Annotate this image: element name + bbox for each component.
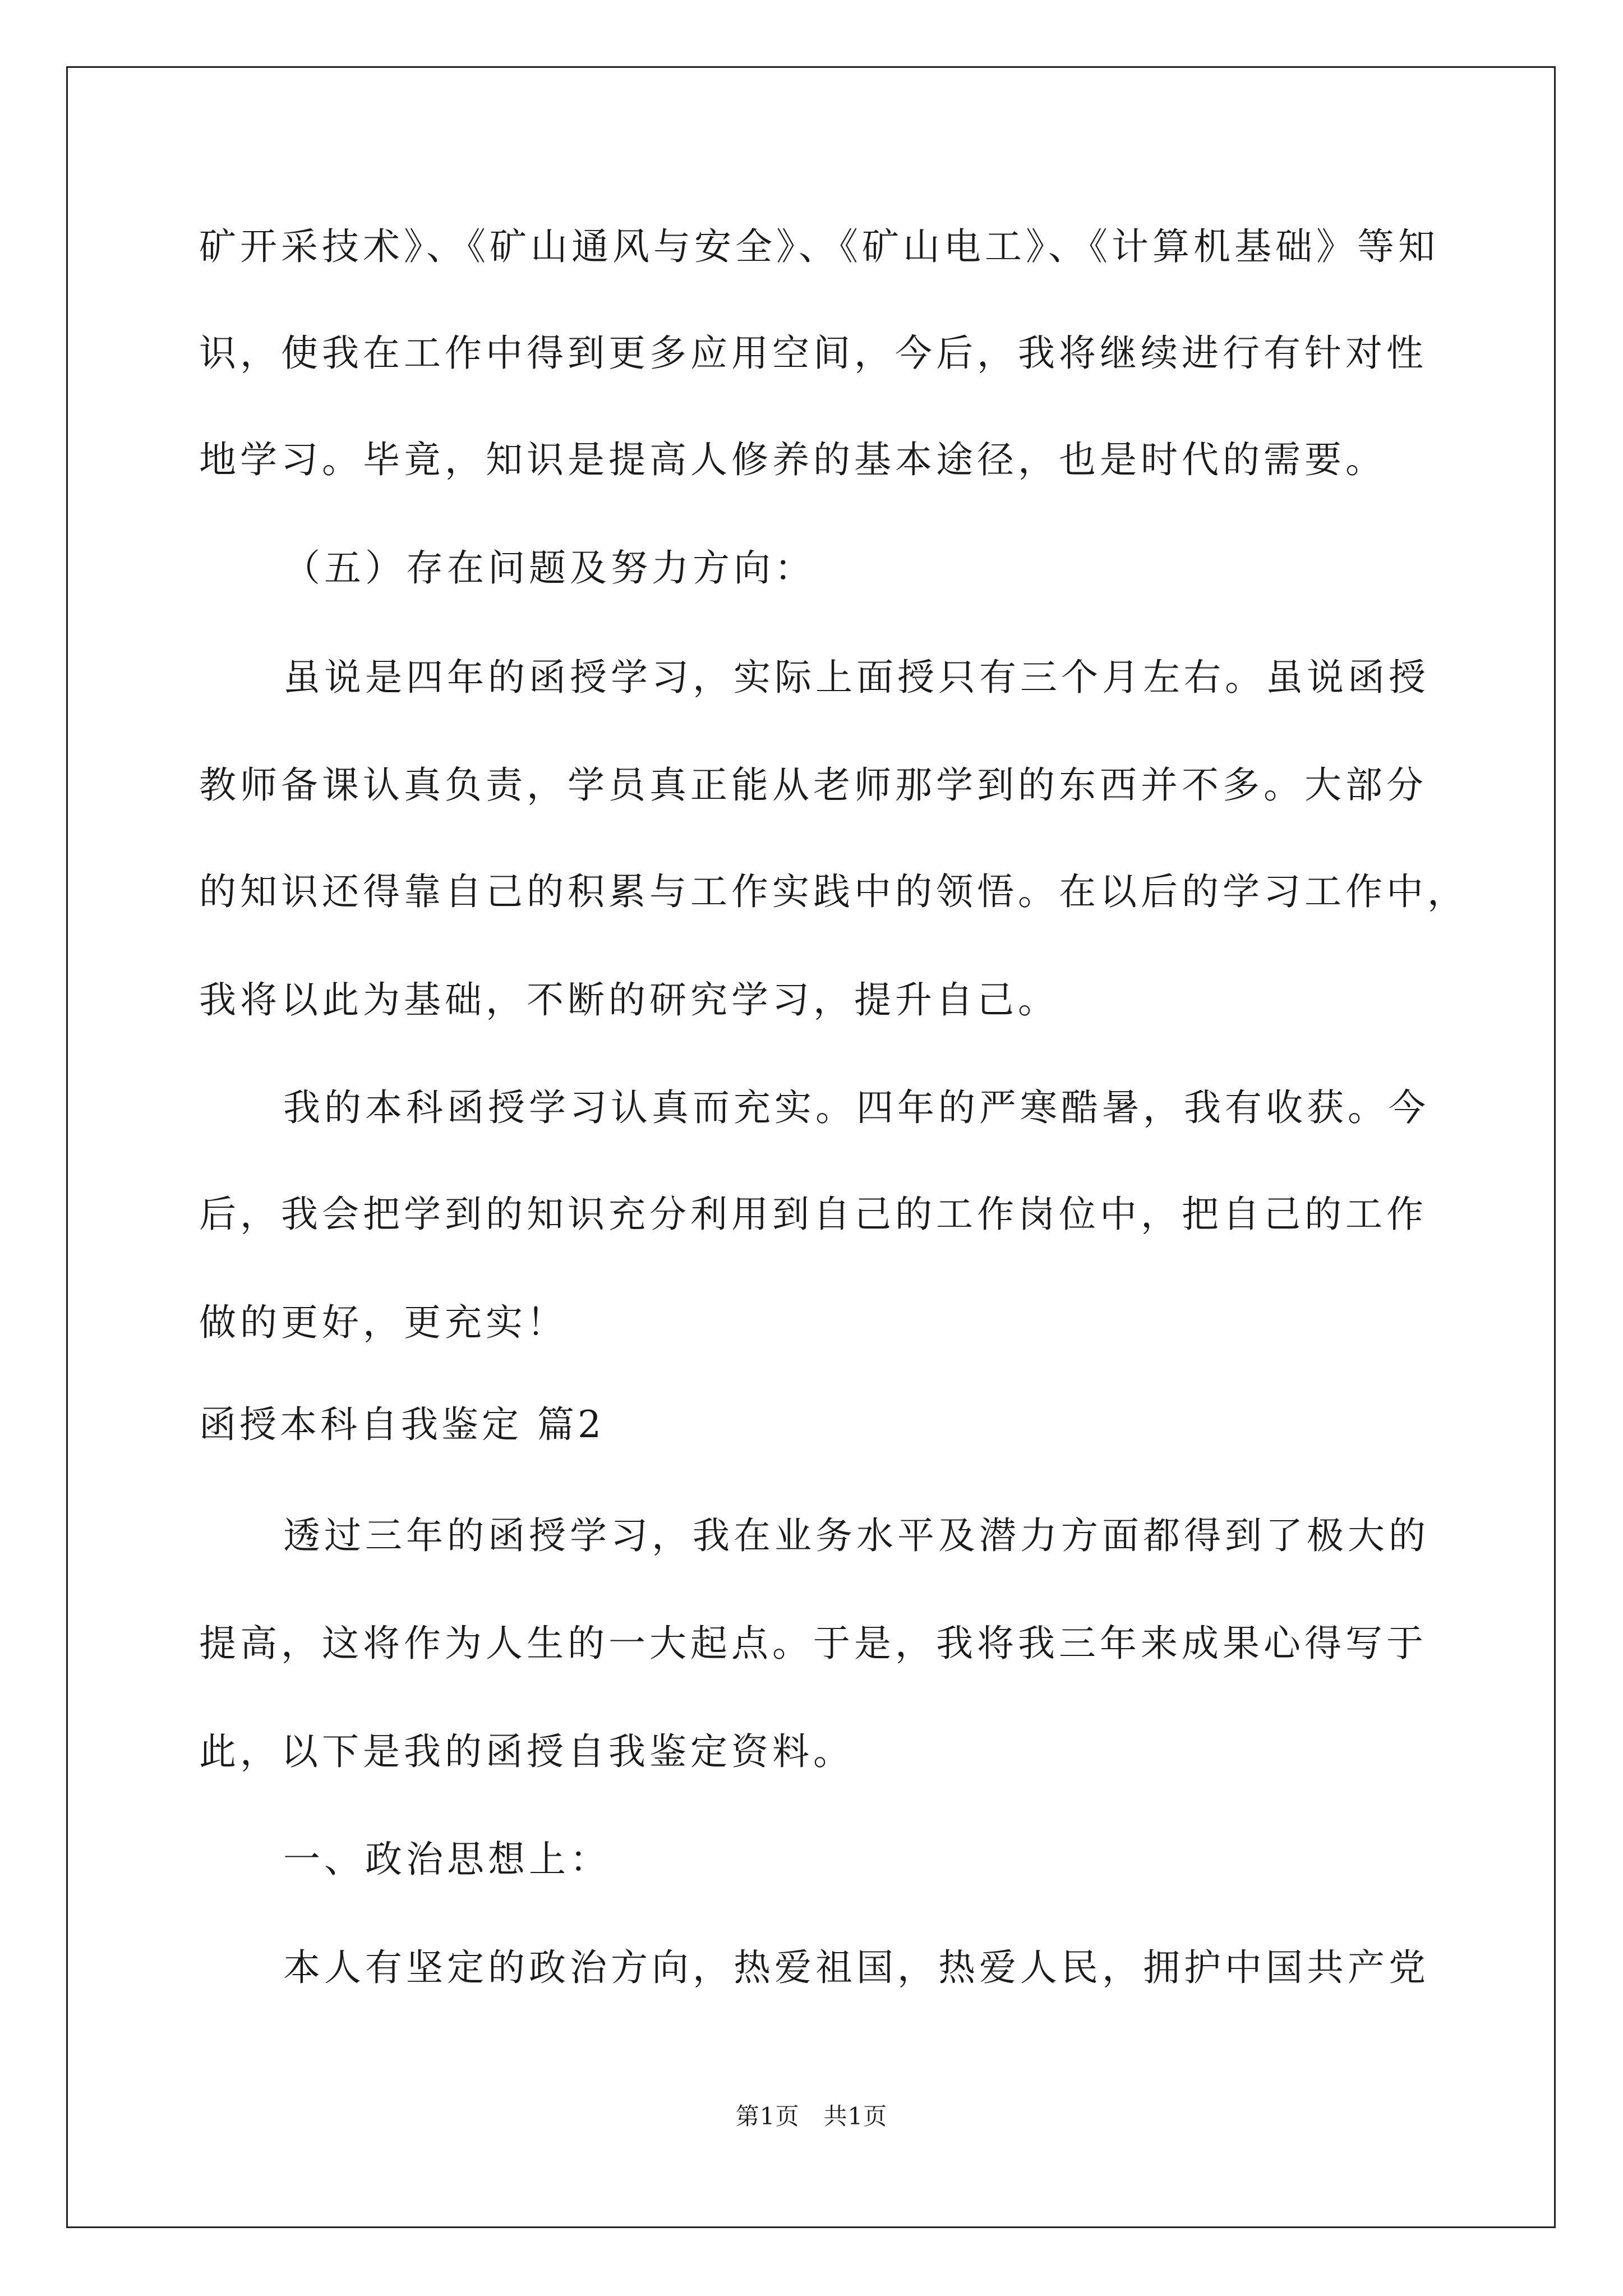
article-heading: 函授本科自我鉴定 篇2 [199, 1403, 605, 1446]
body-line-1: 矿开采技术》、《矿山通风与安全》、《矿山电工》、《计算机基础》等知 [199, 225, 1439, 268]
body-line-8: 我将以此为基础，不断的研究学习，提升自己。 [199, 978, 1059, 1022]
body-line-10: 后，我会把学到的知识充分利用到自己的工作岗位中，把自己的工作 [199, 1193, 1427, 1236]
page-border [66, 66, 1556, 2228]
body-line-15: 此，以下是我的函授自我鉴定资料。 [199, 1730, 854, 1773]
body-line-3: 地学习。毕竟，知识是提高人修养的基本途径，也是时代的需要。 [199, 438, 1386, 481]
body-line-14: 提高，这将作为人生的一大起点。于是，我将我三年来成果心得写于 [199, 1622, 1427, 1665]
body-line-7: 的知识还得靠自己的积累与工作实践中的领悟。在以后的学习工作中， [199, 870, 1468, 913]
body-line-13: 透过三年的函授学习，我在业务水平及潜力方面都得到了极大的 [283, 1514, 1430, 1557]
body-line-2: 识，使我在工作中得到更多应用空间，今后，我将继续进行有针对性 [199, 332, 1427, 375]
page-number-footer: 第1页 共1页 [735, 2102, 888, 2130]
body-line-11: 做的更好，更充实！ [199, 1301, 568, 1344]
body-line-17: 本人有坚定的政治方向，热爱祖国，热爱人民，拥护中国共产党 [283, 1946, 1430, 1989]
body-line-5: 虽说是四年的函授学习，实际上面授只有三个月左右。虽说函授 [283, 656, 1430, 699]
body-line-9: 我的本科函授学习认真而充实。四年的严寒酷暑，我有收获。今 [283, 1086, 1430, 1129]
body-line-6: 教师备课认真负责，学员真正能从老师那学到的东西并不多。大部分 [199, 763, 1427, 807]
section-heading-1: 一、政治思想上： [283, 1838, 611, 1881]
section-heading-5: （五）存在问题及努力方向： [283, 546, 815, 590]
